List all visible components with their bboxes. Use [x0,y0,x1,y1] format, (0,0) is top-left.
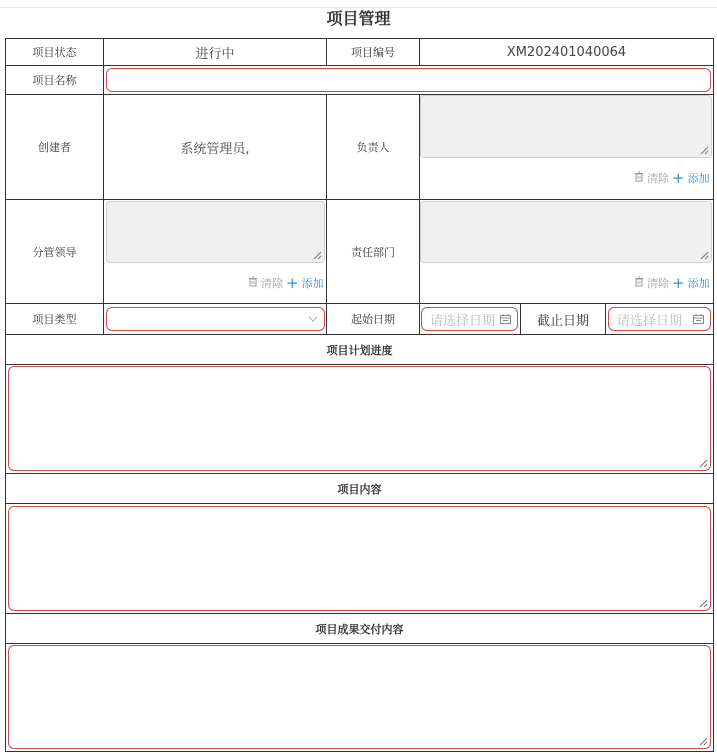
grid-line [713,38,714,752]
leader-clear-button[interactable]: 清除 [261,277,283,290]
status-label: 项目状态 [32,46,77,59]
owner-label: 负责人 [356,141,390,154]
project-number-label: 项目编号 [351,46,395,59]
plus-icon[interactable]: + [672,273,685,292]
grid-line [5,364,714,365]
leader-add-button[interactable]: 添加 [301,277,324,290]
leader-actions [248,275,324,291]
resize-handle-icon[interactable] [700,251,709,260]
resize-handle-icon[interactable] [700,146,709,155]
leader-textarea[interactable] [106,201,325,263]
start-date-label: 起始日期 [351,313,395,326]
project-type-label: 项目类型 [32,313,77,326]
grid-line [5,751,714,752]
deliverables-textarea[interactable] [8,645,711,749]
plan-section-title: 项目计划进度 [326,343,393,357]
owner-textarea[interactable] [420,95,712,158]
start-date-picker[interactable] [421,307,518,331]
project-name-input[interactable] [106,68,711,92]
resize-handle-icon[interactable] [699,599,708,608]
leader-label: 分管领导 [32,245,77,259]
creator-label: 创建者 [38,141,71,154]
department-actions [634,275,710,291]
deliverables-section-title: 项目成果交付内容 [315,622,404,636]
resize-handle-icon[interactable] [699,737,708,746]
department-label: 责任部门 [351,245,395,259]
creator-value: 系统管理员, [180,141,250,157]
page-title: 项目管理 [326,9,391,28]
start-date-placeholder: 请选择日期 [430,313,496,329]
department-clear-button[interactable]: 清除 [647,277,669,290]
plus-icon[interactable]: + [286,273,299,292]
end-date-placeholder: 请选择日期 [617,313,683,329]
content-section-title: 项目内容 [337,482,382,496]
department-textarea[interactable] [420,201,712,263]
resize-handle-icon[interactable] [313,251,322,260]
grid-line [605,303,606,334]
grid-line [5,643,714,644]
grid-line [5,65,714,66]
owner-add-button[interactable]: 添加 [687,172,710,185]
end-date-picker[interactable] [608,307,711,331]
project-type-select[interactable] [106,307,325,331]
grid-line [5,503,714,504]
owner-actions [634,170,710,186]
project-name-label: 项目名称 [32,74,77,87]
calendar-icon [500,314,511,324]
owner-clear-button[interactable]: 清除 [647,172,669,185]
trash-icon[interactable] [634,276,644,290]
trash-icon[interactable] [248,276,258,290]
chevron-down-icon [308,316,318,322]
trash-icon[interactable] [634,171,644,185]
resize-handle-icon[interactable] [699,459,708,468]
department-add-button[interactable]: 添加 [687,277,710,290]
end-date-label: 截止日期 [536,313,589,329]
content-textarea[interactable] [8,506,711,611]
project-number-value: XM202401040064 [506,44,627,60]
status-value: 进行中 [195,46,235,62]
plan-textarea[interactable] [8,366,711,471]
calendar-icon [693,314,704,324]
plus-icon[interactable]: + [672,168,685,187]
